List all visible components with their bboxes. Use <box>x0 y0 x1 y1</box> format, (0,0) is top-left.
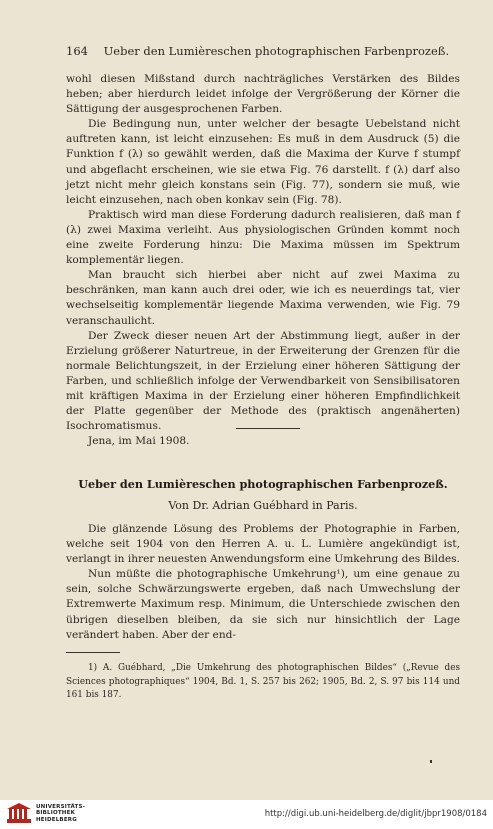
paragraph: Nun müßte die photographische Umkehrung¹), um eine genaue zu sein, solche Schwärzungswerte ergeben, daß nach Umwechslung der Extremwerte Maximum resp. Minimum, die Unterschiede zwischen den übrigen dieselben bleiben, da sie sich nur hinsichtlich der Lage verändert haben. Aber der end- <box>66 568 460 641</box>
digitization-footer <box>0 800 493 829</box>
section-divider <box>236 428 300 429</box>
paragraph: Die glänzende Lösung des Problems der Photographie in Farben, welche seit 1904 von den Herren A. u. L. Lumière angekündigt ist, verlangt in ihrer neuesten Anwendungsform eine Umkehrung des Bildes. <box>66 523 460 566</box>
paragraph: Man braucht sich hierbei aber nicht auf zwei Maxima zu beschränken, man kann auch drei oder, wie ich es neuerdings tat, vier wechselseitig komplementär liegende Maxima verwenden, wie Fig. 79 veranschaulicht. <box>66 269 460 327</box>
footnote-divider <box>66 652 120 653</box>
footnote-text: 1) A. Guébhard, „Die Umkehrung des photographischen Bildes“ („Revue des Sciences photographiques“ 1904, Bd. 1, S. 257 bis 262; 1905, Bd. 2, S. 97 bis 114 und 161 bis 187. <box>66 663 460 701</box>
running-header <box>66 44 458 58</box>
article-byline: Von Dr. Adrian Guébhard in Paris. <box>168 499 358 512</box>
running-title: Ueber den Lumièreschen photographischen Farbenprozeß. <box>103 44 450 58</box>
paragraph: Der Zweck dieser neuen Art der Abstimmung liegt, außer in der Erzielung größerer Naturtreue, in der Erweiterung der Grenzen für die normale Belichtungszeit, in der Erzielung einer höheren Sättigung der Farben, und schließlich infolge der Verwendbarkeit von Sensibilisatoren mit kräftigen Maxima in der Erzielung einer höheren Empfindlichkeit der Platte gegenüber der Methode des (praktisch angenäherten) Isochromatismus. <box>66 329 460 433</box>
library-name: UNIVERSITÄTS- BIBLIOTHEK HEIDELBERG <box>36 804 86 823</box>
paragraph: Die Bedingung nun, unter welcher der besagte Uebelstand nicht auftreten kann, ist leicht einzusehen: Es muß in dem Ausdruck (5) die Funktion f (λ) so gewählt werden, daß die Maxima der Kurve f stumpf und abgeflacht erscheinen, wie sie etwa Fig. 76 darstellt. f (λ) darf also jetzt nicht mehr gleich konstans sein (Fig. 77), sondern sie muß, wie leicht einzusehen, nach oben konkav sein (Fig. 78). <box>66 118 460 206</box>
signoff: Jena, im Mai 1908. <box>88 435 190 448</box>
footnote <box>66 662 460 703</box>
article-title: Ueber den Lumièreschen photographischen Farbenprozeß. <box>78 477 448 491</box>
paragraph: wohl diesen Mißstand durch nachträgliches Verstärken des Bildes heben; aber hierdurch leidet infolge der Vergrößerung der Körner die Sättigung der ausgesprochenen Farben. <box>66 73 460 116</box>
library-logo-icon <box>6 803 32 825</box>
print-speck <box>430 760 432 763</box>
page-number: 164 <box>66 44 88 58</box>
source-url-link[interactable]: http://digi.ub.uni-heidelberg.de/diglit/jbpr1908/0184 <box>264 809 487 819</box>
article-body <box>66 522 460 643</box>
body-text-top <box>66 72 460 449</box>
paragraph: Praktisch wird man diese Forderung dadurch realisieren, daß man f (λ) zwei Maxima verleiht. Aus physiologischen Gründen kommt noch eine zweite Forderung hinzu: Die Maxima müssen im Spektrum komplementär liegen. <box>66 208 460 267</box>
